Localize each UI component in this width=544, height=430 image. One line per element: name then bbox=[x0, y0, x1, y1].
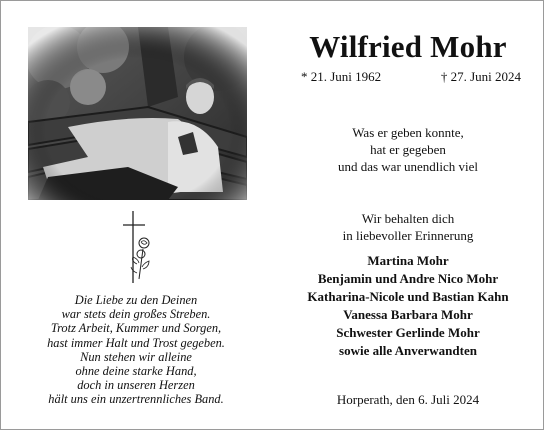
poem-line: Die Liebe zu den Deinen bbox=[74, 293, 198, 307]
tribute-verse bbox=[271, 124, 544, 175]
verse-line: hat er gegeben bbox=[370, 142, 446, 157]
family-member: sowie alle Anverwandten bbox=[339, 343, 477, 358]
remembrance-line: in liebevoller Erinnerung bbox=[342, 228, 474, 243]
family-member: Katharina-Nicole und Bastian Kahn bbox=[307, 289, 509, 304]
poem-line: Trotz Arbeit, Kummer und Sorgen, bbox=[50, 321, 222, 336]
death-date: † 27. Juni 2024 bbox=[440, 69, 521, 84]
verse-line: und das war unendlich viel bbox=[337, 159, 479, 174]
family-member: Benjamin und Andre Nico Mohr bbox=[317, 271, 499, 286]
family-list bbox=[271, 252, 544, 360]
family-member: Martina Mohr bbox=[367, 253, 449, 268]
poem-line: war stets dein großes Streben. bbox=[61, 307, 211, 322]
poem-line: ohne deine starke Hand, bbox=[75, 364, 197, 379]
poem-line: Nun stehen wir alleine bbox=[80, 349, 192, 364]
remembrance-line: Wir behalten dich bbox=[361, 211, 455, 226]
portrait-photo bbox=[28, 27, 247, 200]
memorial-poem bbox=[21, 293, 251, 407]
life-dates bbox=[301, 69, 521, 85]
family-member: Vanessa Barbara Mohr bbox=[343, 307, 473, 322]
poem-line: hält uns ein unzertrennliches Band. bbox=[48, 392, 224, 407]
birth-date: * 21. Juni 1962 bbox=[301, 69, 382, 84]
cross-with-rose-icon bbox=[119, 209, 159, 289]
family-member: Schwester Gerlinde Mohr bbox=[336, 325, 480, 340]
remembrance-text bbox=[271, 210, 544, 244]
verse-line: Was er geben konnte, bbox=[352, 125, 464, 140]
place-date: Horperath, den 6. Juli 2024 bbox=[336, 392, 480, 407]
portrait-image bbox=[28, 27, 247, 200]
poem-line: doch in unseren Herzen bbox=[77, 378, 195, 393]
deceased-name: Wilfried Mohr bbox=[309, 29, 507, 64]
poem-line: hast immer Halt und Trost gegeben. bbox=[47, 335, 225, 350]
